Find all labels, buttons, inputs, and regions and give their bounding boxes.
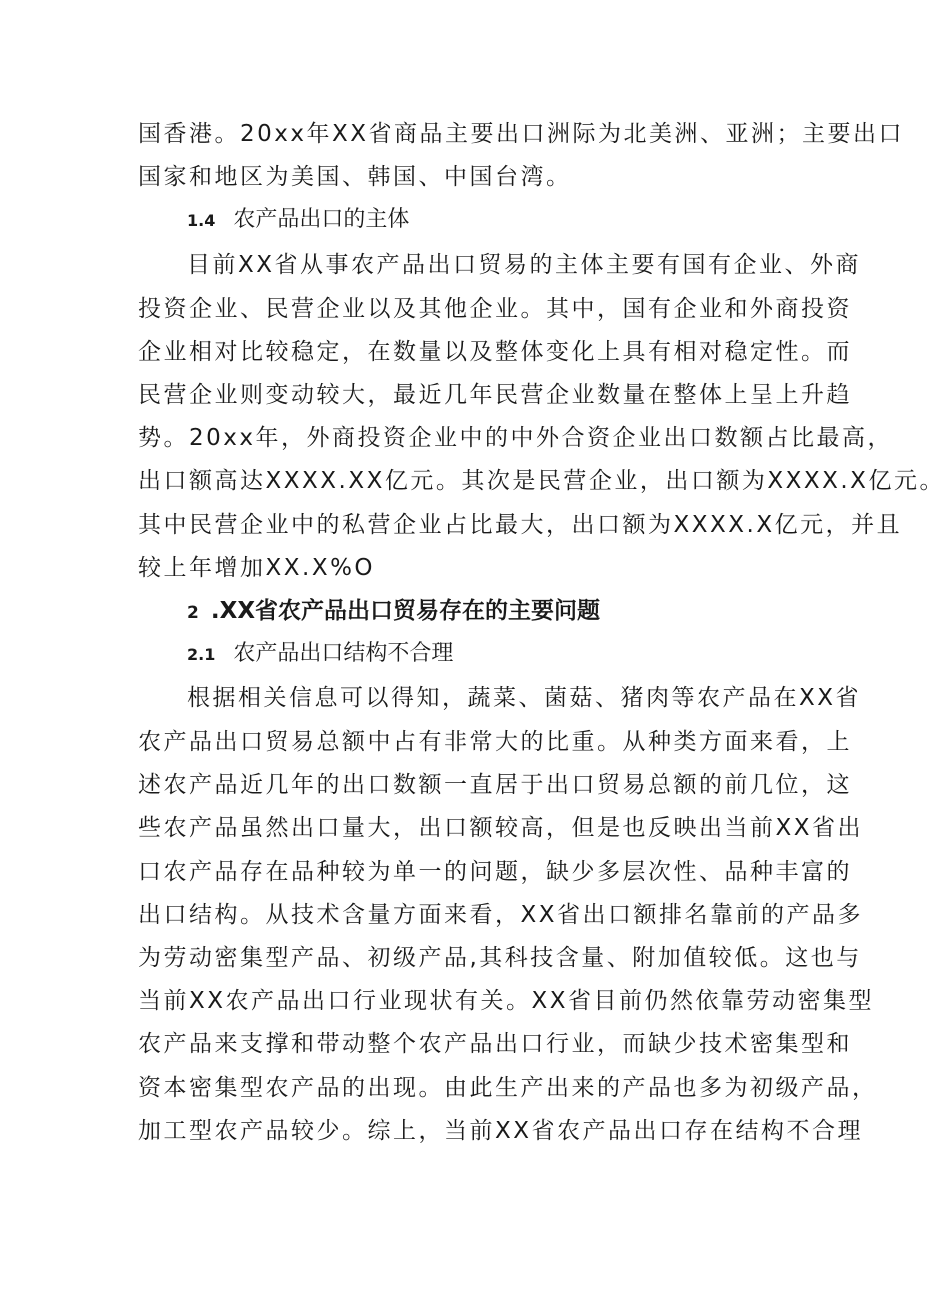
chapter-title: .XX省农产品出口贸易存在的主要问题 (210, 598, 601, 624)
chapter-number: 2 (187, 603, 199, 623)
paragraph-line: 较上年增加XX.X%O (138, 555, 376, 581)
paragraph-line: 势。20xx年，外商投资企业中的中外合资企业出口数额占比最高， (138, 425, 893, 451)
paragraph-line: 国香港。20xx年XX省商品主要出口洲际为北美洲、亚洲；主要出口 (138, 121, 905, 147)
section-heading-2-1 (187, 639, 453, 670)
paragraph-line: 出口结构。从技术含量方面来看，XX省出口额排名靠前的产品多 (138, 902, 864, 928)
section-title: 农产品出口的主体 (233, 207, 410, 232)
paragraph-line: 口农产品存在品种较为单一的问题，缺少多层次性、品种丰富的 (138, 859, 852, 885)
paragraph-line: 企业相对比较稳定，在数量以及整体变化上具有相对稳定性。而 (138, 339, 852, 365)
paragraph-line: 目前XX省从事农产品出口贸易的主体主要有国有企业、外商 (187, 252, 862, 278)
paragraph-line: 农产品来支撑和带动整个农产品出口行业，而缺少技术密集型和 (138, 1031, 852, 1057)
paragraph-line: 投资企业、民营企业以及其他企业。其中，国有企业和外商投资 (138, 296, 852, 322)
paragraph-line: 国家和地区为美国、韩国、中国台湾。 (138, 164, 572, 190)
section-heading-1-4 (187, 205, 409, 236)
paragraph-line: 些农产品虽然出口量大，出口额较高，但是也反映出当前XX省出 (138, 815, 864, 841)
paragraph-line: 资本密集型农产品的出现。由此生产出来的产品也多为初级产品， (138, 1075, 878, 1101)
paragraph-line: 述农产品近几年的出口数额一直居于出口贸易总额的前几位，这 (138, 772, 852, 798)
section-title: 农产品出口结构不合理 (233, 641, 454, 666)
paragraph-line: 其中民营企业中的私营企业占比最大，出口额为XXXX.X亿元，并且 (138, 512, 903, 538)
section-number: 2.1 (187, 645, 216, 664)
paragraph-line: 民营企业则变动较大，最近几年民营企业数量在整体上呈上升趋 (138, 382, 852, 408)
paragraph-line: 出口额高达XXXX.XX亿元。其次是民营企业，出口额为XXXX.X亿元。 (138, 468, 945, 494)
paragraph-line: 加工型农产品较少。综上，当前XX省农产品出口存在结构不合理 (138, 1118, 864, 1144)
paragraph-line: 根据相关信息可以得知，蔬菜、菌菇、猪肉等农产品在XX省 (187, 685, 862, 711)
chapter-heading-2 (187, 596, 600, 628)
section-number: 1.4 (187, 211, 216, 230)
paragraph-line: 为劳动密集型产品、初级产品,其科技含量、附加值较低。这也与 (138, 945, 862, 971)
paragraph-line: 农产品出口贸易总额中占有非常大的比重。从种类方面来看，上 (138, 729, 852, 755)
paragraph-line: 当前XX农产品出口行业现状有关。XX省目前仍然依靠劳动密集型 (138, 988, 875, 1014)
